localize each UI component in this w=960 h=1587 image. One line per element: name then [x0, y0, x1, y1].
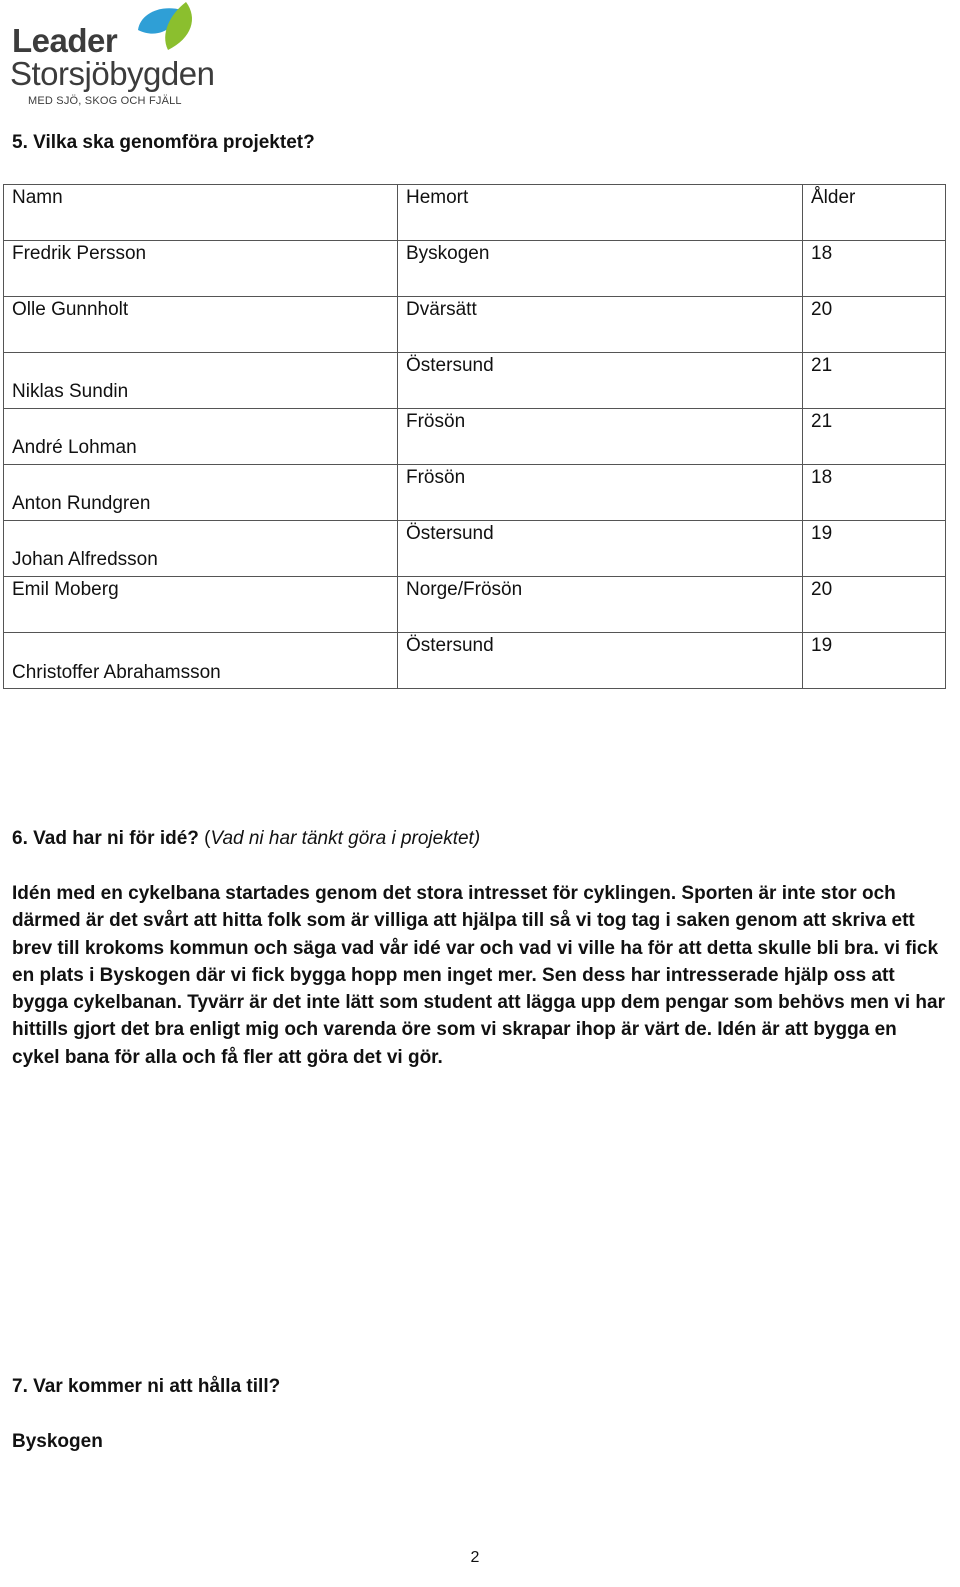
- cell-hemort: Östersund: [398, 521, 803, 577]
- cell-hemort: Byskogen: [398, 241, 803, 297]
- logo-word-storsjobygden: Storsjöbygden: [10, 55, 215, 92]
- section-5-heading: 5. Vilka ska genomföra projektet?: [12, 132, 315, 153]
- table-header-row: [4, 185, 946, 241]
- header-cell-namn: Namn: [4, 185, 398, 241]
- section-6-body: Idén med en cykelbana startades genom det stora intresset för cyklingen. Sporten är inte stor och därmed är det svårt att hitta folk som är villiga att hjälpa till så vi tog tag i saken genom att skriva ett brev till krokoms kommun och säga vad vår idé var och vad vi ville ha för att detta skulle bli bra. vi fick en plats i Byskogen där vi fick bygga hopp men inget mer. Sen dess har intresserade hjälp oss att bygga cykelbanan. Tyvärr är det inte lätt som student att lägga upp dem pengar som behövs men vi har hittills gjort det bra enligt mig och varenda öre som vi skrapar ihop är värt de. Idén är att bygga en cykel bana för alla och få fler att göra det vi gör.: [12, 883, 945, 1068]
- cell-name: André Lohman: [4, 409, 398, 465]
- cell-alder: 19: [803, 633, 946, 689]
- cell-name: Olle Gunnholt: [4, 297, 398, 353]
- cell-hemort: Östersund: [398, 633, 803, 689]
- table-row: [4, 577, 946, 633]
- cell-name: Johan Alfredsson: [4, 521, 398, 577]
- cell-hemort: Dvärsätt: [398, 297, 803, 353]
- cell-name: Anton Rundgren: [4, 465, 398, 521]
- cell-hemort: Frösön: [398, 409, 803, 465]
- team-table: [3, 184, 946, 689]
- page-number: 2: [470, 1549, 480, 1566]
- section-6-subtitle: Vad ni har tänkt göra i projektet): [210, 828, 481, 849]
- section-6-heading: [12, 828, 480, 850]
- table-row: [4, 521, 946, 577]
- logo-tagline: MED SJÖ, SKOG OCH FJÄLL: [28, 95, 182, 107]
- logo-word-leader: Leader: [12, 22, 118, 59]
- table-row: [4, 633, 946, 689]
- header-cell-alder: Ålder: [803, 185, 946, 241]
- cell-alder: 19: [803, 521, 946, 577]
- cell-name: Niklas Sundin: [4, 353, 398, 409]
- cell-name: Emil Moberg: [4, 577, 398, 633]
- section-6-title: 6. Vad har ni för idé?: [12, 828, 199, 849]
- header-cell-hemort: Hemort: [398, 185, 803, 241]
- table-row: [4, 297, 946, 353]
- cell-alder: 21: [803, 409, 946, 465]
- table-row: [4, 465, 946, 521]
- table-row: [4, 241, 946, 297]
- cell-alder: 18: [803, 241, 946, 297]
- cell-alder: 20: [803, 577, 946, 633]
- cell-hemort: Östersund: [398, 353, 803, 409]
- cell-name: Fredrik Persson: [4, 241, 398, 297]
- section-7-heading: 7. Var kommer ni att hålla till?: [12, 1376, 281, 1397]
- table-row: [4, 409, 946, 465]
- cell-name: Christoffer Abrahamsson: [4, 633, 398, 689]
- cell-alder: 21: [803, 353, 946, 409]
- section-6-subtitle-paren: (: [204, 828, 211, 849]
- section-7-answer: Byskogen: [12, 1431, 103, 1452]
- cell-alder: 18: [803, 465, 946, 521]
- cell-alder: 20: [803, 297, 946, 353]
- cell-hemort: Norge/Frösön: [398, 577, 803, 633]
- cell-hemort: Frösön: [398, 465, 803, 521]
- table-row: [4, 353, 946, 409]
- leader-logo: [10, 0, 250, 112]
